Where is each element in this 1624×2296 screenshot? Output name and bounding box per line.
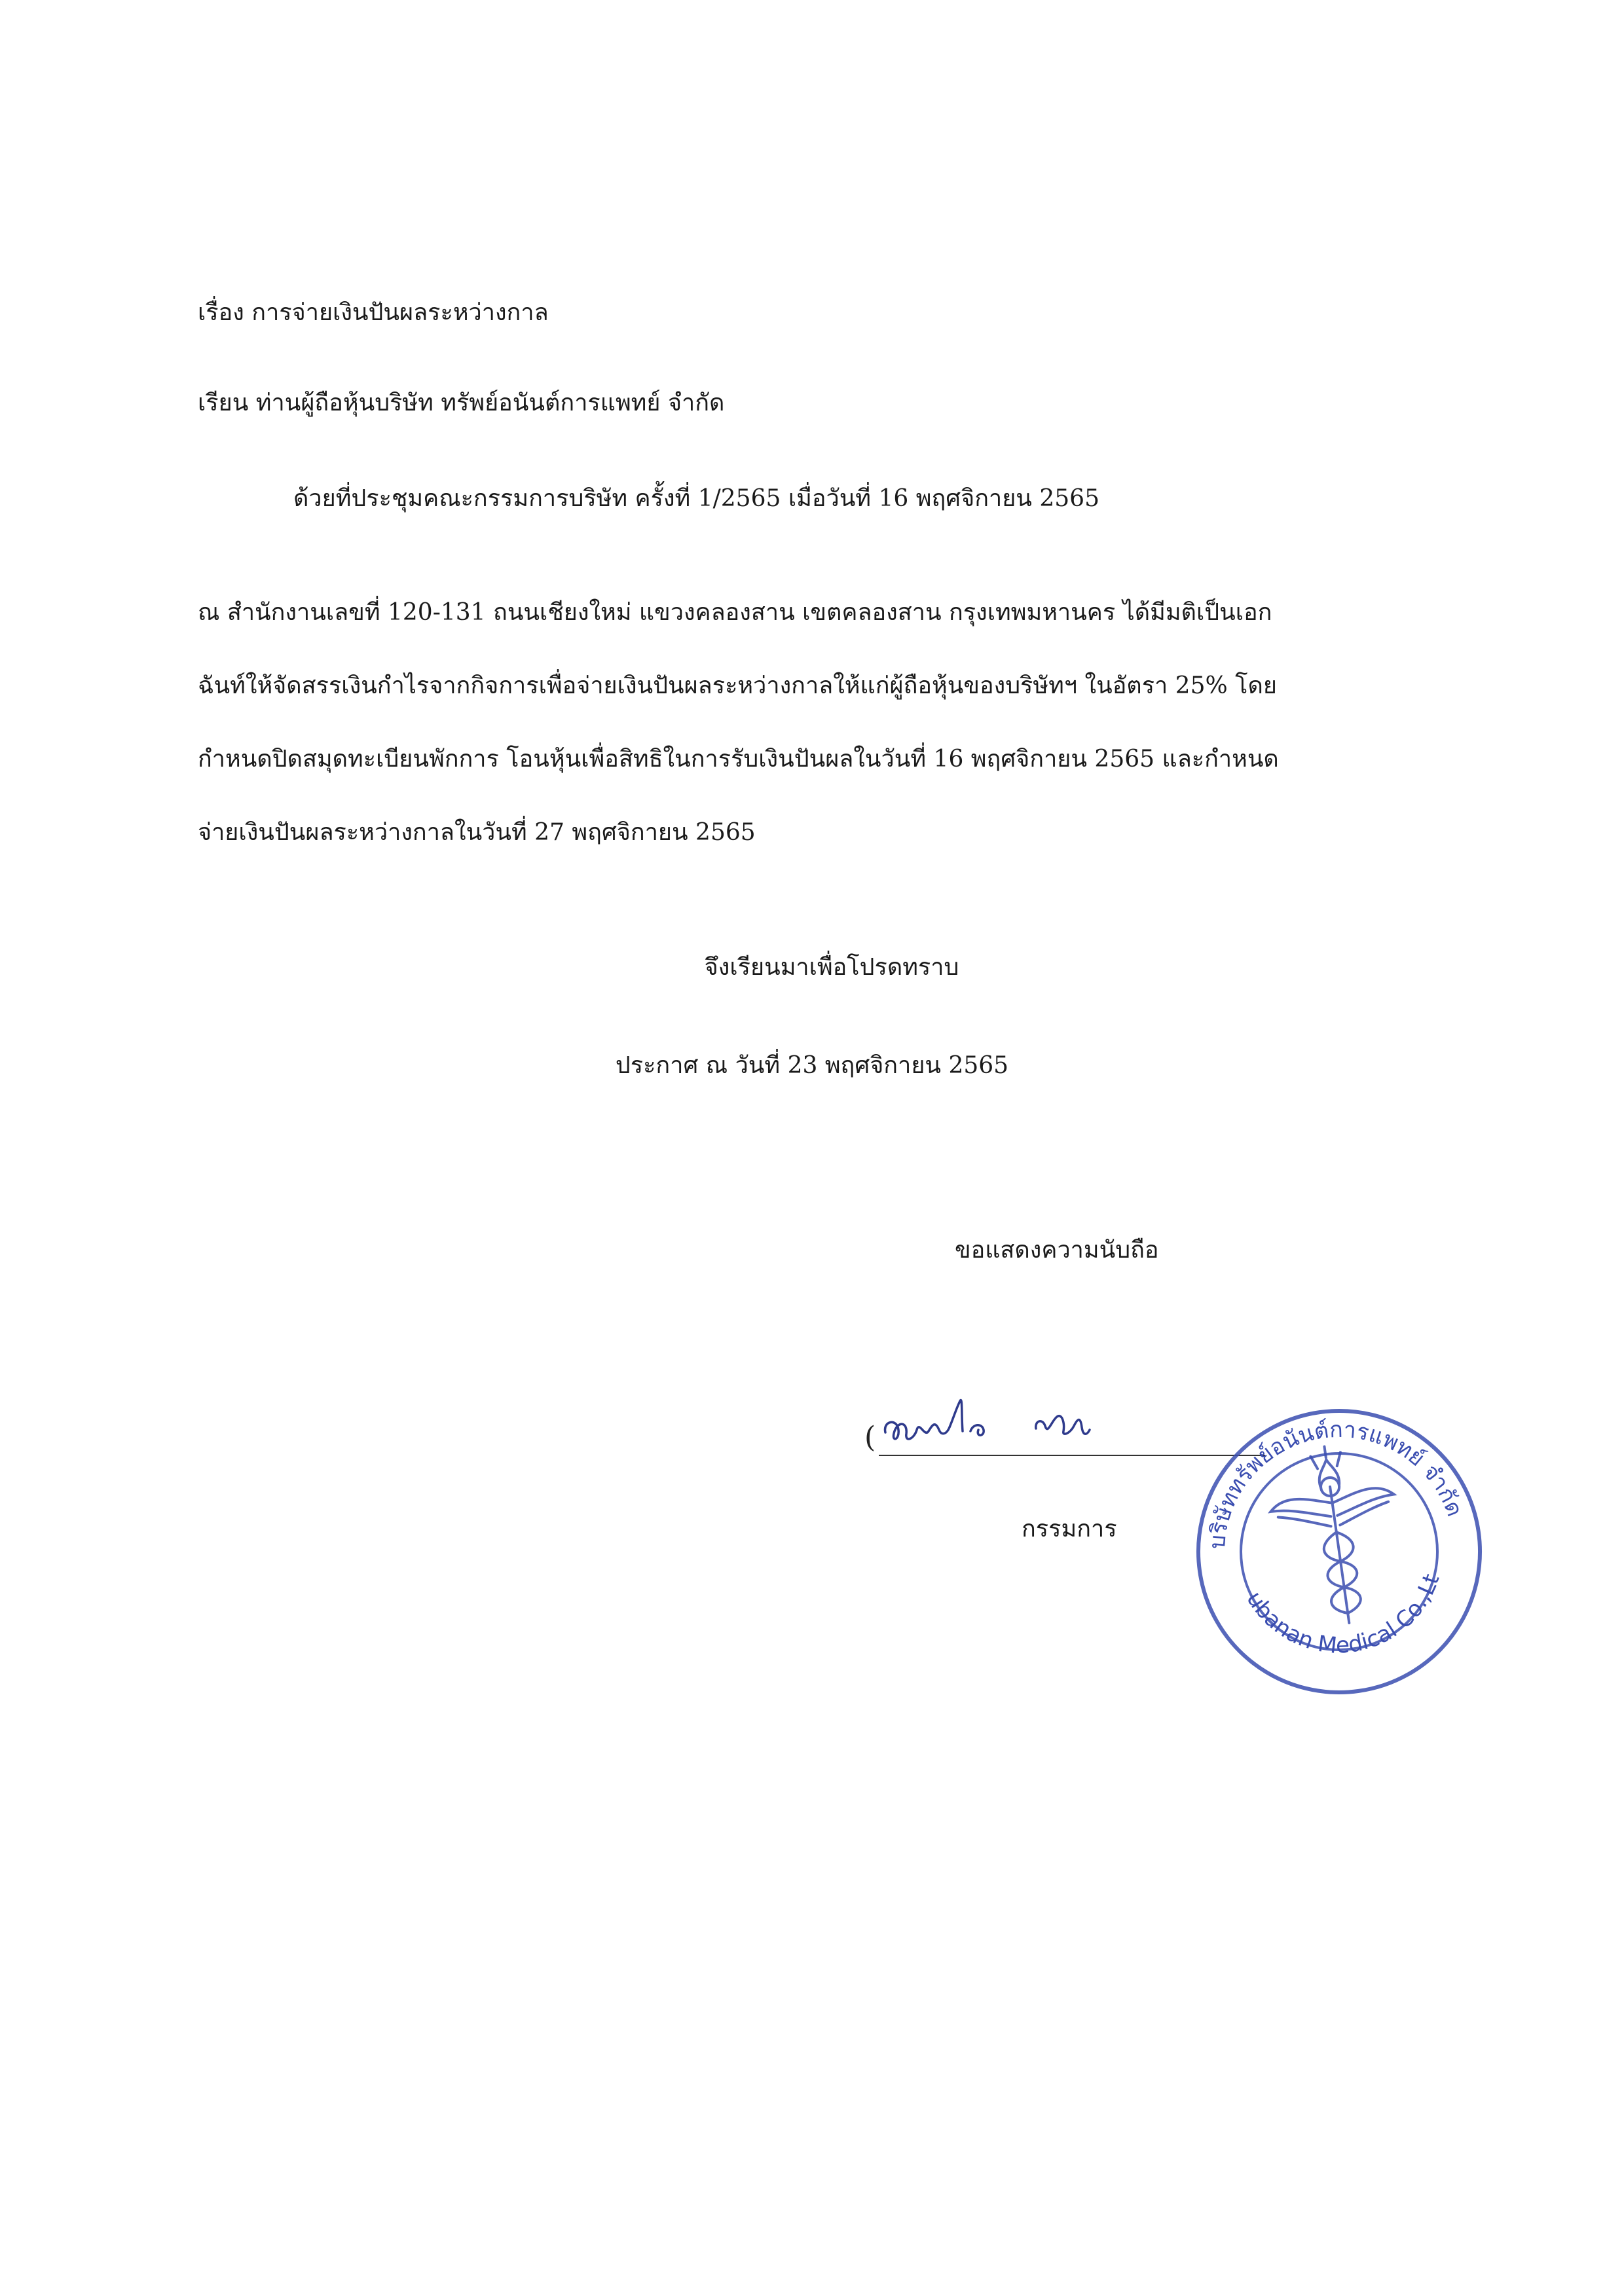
- paragraph-line: กำหนดปิดสมุดทะเบียนพักการ โอนหุ้นเพื่อสิทธิในการรับเงินปันผลในวันที่ 16 พฤศจิกายน 2565 และกำหนด: [198, 746, 1279, 773]
- paragraph-first-line: ด้วยที่ประชุมคณะกรรมการบริษัท ครั้งที่ 1/2565 เมื่อวันที่ 16 พฤศจิกายน 2565: [293, 485, 1099, 512]
- company-seal: [1179, 1388, 1493, 1702]
- company-seal-graphic: [1179, 1388, 1493, 1702]
- seal-bottom-text: Subanan Medical Co.,Ltd.: [1241, 1571, 1445, 1659]
- announcement-text: ประกาศ ณ วันที่ 23 พฤศจิกายน 2565: [615, 1052, 1009, 1079]
- signature-paren: (: [864, 1421, 876, 1454]
- letter-salutation: เรียน ท่านผู้ถือหุ้นบริษัท ทรัพย์อนันต์การแพทย์ จำกัด: [198, 390, 725, 416]
- letter-subject: เรื่อง การจ่ายเงินปันผลระหว่างกาล: [198, 299, 549, 326]
- paragraph-line: จ่ายเงินปันผลระหว่างกาลในวันที่ 27 พฤศจิกายน 2565: [198, 819, 756, 846]
- paragraph-line: ฉันท์ให้จัดสรรเงินกำไรจากกิจการเพื่อจ่ายเงินปันผลระหว่างกาลให้แก่ผู้ถือหุ้นของบริษัทฯ ในอัตรา 25% โดย: [198, 672, 1277, 699]
- closing-line: [0, 956, 1624, 979]
- paragraph-body: [198, 576, 1429, 869]
- paragraph-line: ณ สำนักงานเลขที่ 120-131 ถนนเชียงใหม่ แขวงคลองสาน เขตคลองสาน กรุงเทพมหานคร ได้มีมติเป็นเอก: [198, 599, 1272, 626]
- closing-text: จึงเรียนมาเพื่อโปรดทราบ: [704, 954, 959, 981]
- signatory-title: กรรมการ: [1022, 1516, 1117, 1542]
- seal-top-text: บริษัททรัพย์อนันต์การแพทย์ จำกัด: [1204, 1416, 1468, 1550]
- regards-text: ขอแสดงความนับถือ: [955, 1237, 1159, 1264]
- announcement-line: [0, 1054, 1624, 1078]
